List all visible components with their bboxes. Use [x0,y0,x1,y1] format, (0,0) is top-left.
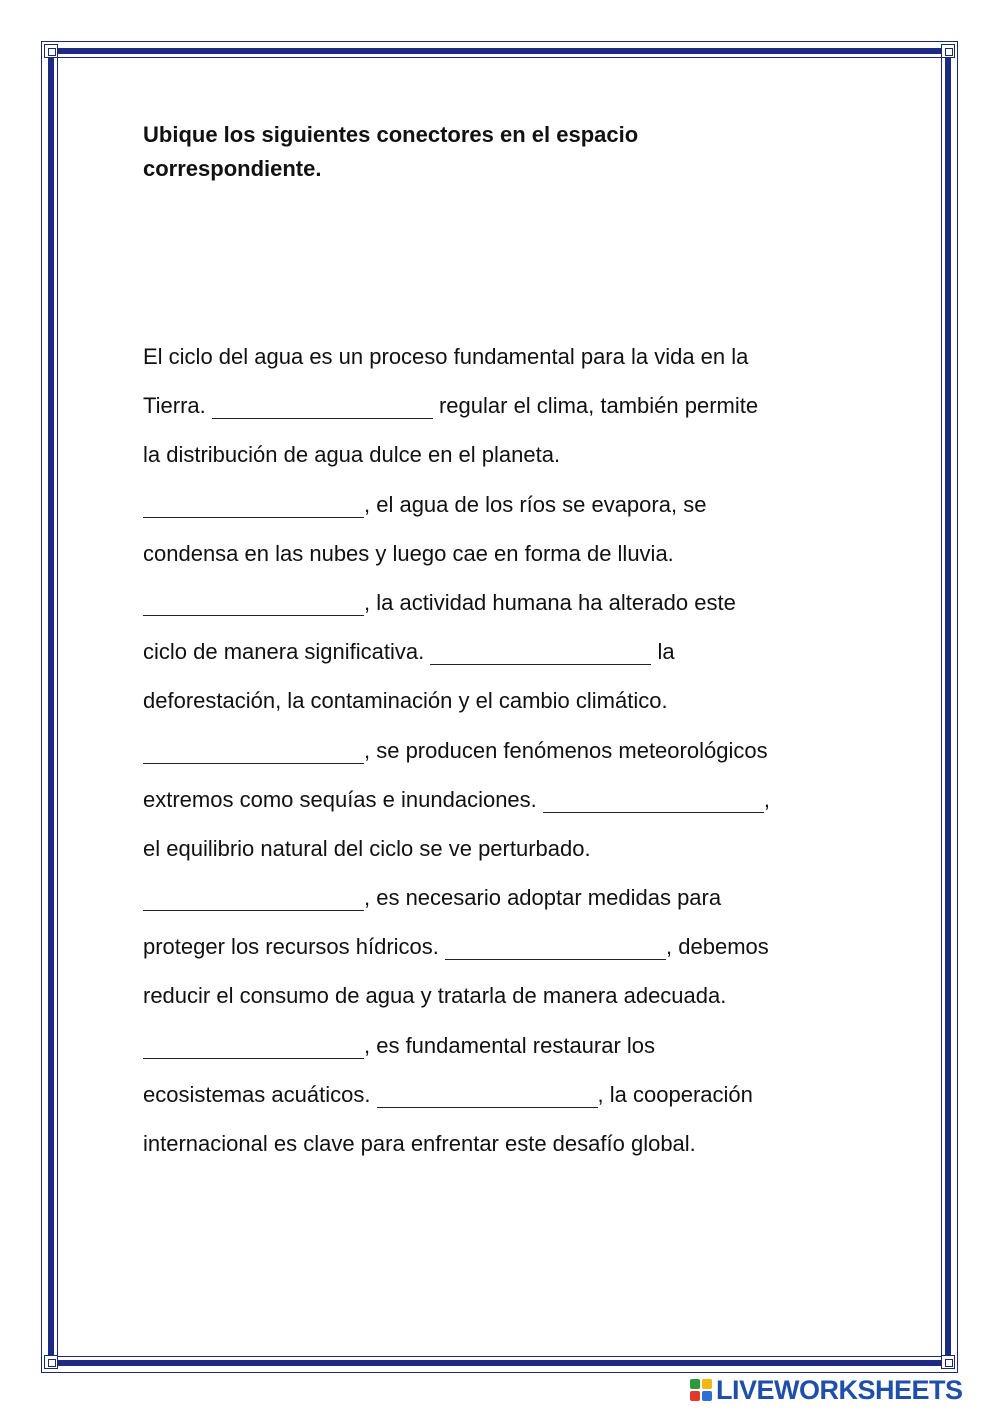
instruction-heading [143,118,843,186]
text-segment: condensa en las nubes y luego cae en forma de lluvia. [143,540,674,566]
text-segment: , debemos [666,934,769,960]
text-line [143,873,863,922]
text-line [143,1119,863,1168]
text-segment: , la actividad humana ha alterado este [364,589,736,615]
text-segment: la [651,639,675,665]
text-line [143,381,863,430]
text-segment: , es necesario adoptar medidas para [364,885,722,911]
liveworksheets-logo [690,1374,990,1406]
answer-blank[interactable] [543,811,764,813]
text-line [143,529,863,578]
text-segment: extremos como sequías e inundaciones. [143,786,543,812]
text-line [143,1021,863,1070]
border-corner-ornament [941,1355,955,1369]
border-corner-ornament [44,44,58,58]
border-corner-ornament [941,44,955,58]
text-segment: Tierra. [143,393,212,419]
text-line [143,922,863,971]
answer-blank[interactable] [143,909,364,911]
logo-text: LIVEWORKSHEETS [716,1374,963,1405]
text-line [143,578,863,627]
text-segment: , se producen fenómenos meteorológicos [364,737,768,763]
text-segment: reducir el consumo de agua y tratarla de manera adecuada. [143,983,727,1009]
answer-blank[interactable] [212,417,433,419]
instruction-line-2: correspondiente. [143,156,322,181]
text-segment: proteger los recursos hídricos. [143,934,446,960]
answer-blank[interactable] [377,1106,598,1108]
answer-blank[interactable] [143,516,364,518]
text-segment: el equilibrio natural del ciclo se ve perturbado. [143,835,591,861]
text-line [143,971,863,1020]
text-segment: ciclo de manera significativa. [143,639,431,665]
text-line [143,627,863,676]
text-line [143,676,863,725]
worksheet-text [143,332,863,1168]
text-line [143,480,863,529]
text-segment: , la cooperación [597,1081,753,1107]
text-line [143,1070,863,1119]
instruction-line-1: Ubique los siguientes conectores en el espacio [143,122,639,147]
text-line [143,775,863,824]
text-segment: , [763,786,771,812]
answer-blank[interactable] [143,614,364,616]
liveworksheets-logo-icon [690,1379,712,1401]
text-segment: El ciclo del agua es un proceso fundamental para la vida en la [143,344,749,369]
text-line [143,430,863,479]
text-line [143,726,863,775]
text-segment: ecosistemas acuáticos. [143,1081,377,1107]
answer-blank[interactable] [143,762,364,764]
answer-blank[interactable] [445,958,666,960]
answer-blank[interactable] [143,1057,364,1059]
answer-blank[interactable] [430,663,651,665]
text-segment: regular el clima, también permite [432,393,759,419]
text-segment: la distribución de agua dulce en el planeta. [143,442,561,468]
text-segment: deforestación, la contaminación y el cambio climático. [143,688,668,714]
text-segment: , es fundamental restaurar los [364,1032,656,1058]
text-line [143,332,863,381]
border-corner-ornament [44,1355,58,1369]
text-segment: internacional es clave para enfrentar este desafío global. [143,1131,696,1156]
text-segment: , el agua de los ríos se evapora, se [364,491,707,517]
text-line [143,824,863,873]
